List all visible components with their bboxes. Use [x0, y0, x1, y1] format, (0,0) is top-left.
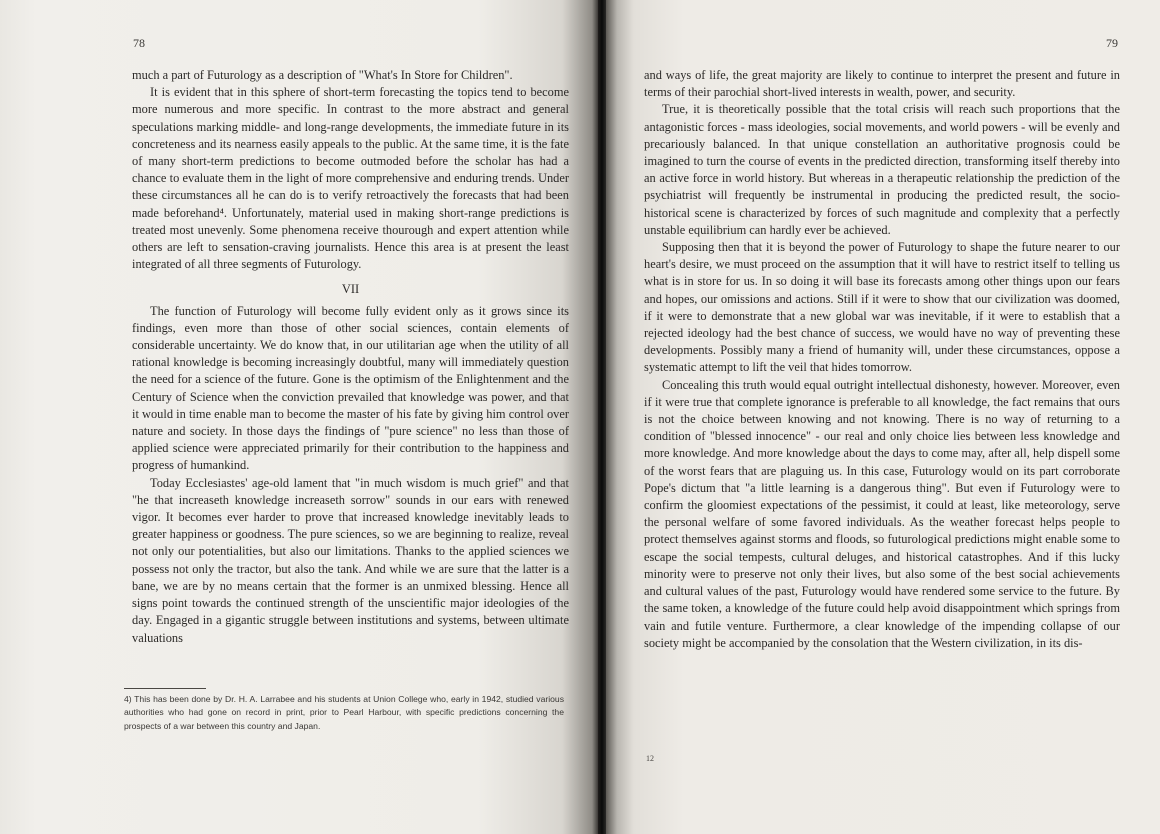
book-gutter: [598, 0, 606, 834]
paragraph: much a part of Futurology as a description of "What's In Store for Children".: [132, 68, 513, 82]
paragraph: Today Ecclesiastes' age-old lament that "in much wisdom is much grief" and that "he that increaseth knowledge increaseth sorrow" sounds in our ears with renewed vigor. It becomes ever harder to prove that increased knowledge inevitably leads to greater happiness or goodness. The pure sciences, so we are beginning to realize, reveal not only our potentialities, but also our limitations. Thanks to the applied sciences we possess not only the tractor, but also the tank. And while we are sure that the latter is a bane, we are by no means certain that the former is an unmixed blessing. Hence all signs point towards the continued strength of the unscientific major ideologies of the day. Engaged in a gigantic struggle between institutions and systems, between ultimate valuations: [132, 475, 569, 645]
page-number-left: 78: [133, 36, 145, 50]
paragraph: Supposing then that it is beyond the power of Futurology to shape the future nearer to our heart's desire, we must proceed on the assumption that it will have to restrict itself to telling us what is in store for us. In so doing it will base its forecasts among other things upon our fears and hopes, our omissions and actions. Still if it were to show that our civilization was doomed, if it were to demonstrate that a new global war was inevitable, if it were to establish that a rejected ideology had the best chance of success, we would have no way of preventing these developments. Possibly many a friend of humanity will, under these circumstances, oppose a systematic attempt to lift the veil that hides tomorrow.: [644, 240, 1120, 375]
signature-mark: 12: [646, 754, 654, 763]
paragraph: and ways of life, the great majority are likely to continue to interpret the present and future in terms of their parochial short-lived interests in wealth, power, and security.: [644, 68, 1120, 100]
page-number-right: 79: [1106, 36, 1118, 50]
right-page-body: [644, 67, 1120, 652]
paragraph: The function of Futurology will become fully evident only as it grows since its findings, even more than those of other social sciences, contain elements of considerable uncertainty. We do know that, in our utilitarian age when the utility of all rational knowledge is becoming increasingly doubtful, many will immediately question the need for a science of the future. Gone is the optimism of the Enlightenment and the Century of Science when the conviction prevailed that knowledge was power, and that it would in time enable man to become the master of his fate by giving him control over nature and society. In those days the findings of "pure science" no less than those of applied science were appreciated primarily for their contribution to the happiness and progress of humankind.: [132, 303, 569, 473]
footnote: 4) This has been done by Dr. H. A. Larrabee and his students at Union College who, early in 1942, studied various authorities who had gone on record in print, prior to Pearl Harbour, with specific predictions concerning the prospects of a war between this country and Japan.: [124, 694, 564, 731]
paragraph: It is evident that in this sphere of short-term forecasting the topics tend to become more numerous and more specific. In contrast to the more abstract and general speculations marking middle- and long-range developments, the immediate future in its concreteness and its nearness easily appeals to the public. At the same time, it is the fate of many short-term predictions to become outmoded before the scholar has had a chance to evaluate them in the light of more comprehensive and enduring trends. Under these circumstances all he can do is to verify retroactively the forecasts that had been made beforehand⁴. Unfortunately, material used in making short-range predictions is treated most unevenly. Some phenomena receive thourough and expert attention while others are left to sensation-craving journalists. Hence this area is at present the least integrated of all three segments of Futurology.: [132, 85, 569, 272]
paragraph: Concealing this truth would equal outright intellectual dishonesty, however. Moreover, even if it were true that complete ignorance is preferable to all knowledge, the fact remains that ours is not the choice between knowing and not knowing. There is no way of returning to a condition of "blessed innocence" - our real and only choice lies between less knowledge and more knowledge. And more knowledge about the days to come may, after all, help dispell some of the worst fears that are plaguing us. In this case, Futurology would on its part corroborate Pope's dictum that "a little learning is a dangerous thing". But even if Futurology were to confirm the gloomiest expectations of the pessimist, it could at least, like meteorology, serve the personal welfare of some favored individuals. As the weather forecast helps people to protect themselves against storms and floods, so futurological predictions might enable some to escape the social tempests, cultural deluges, and historical catastrophes. And if this lucky minority were to preserve not only their lives, but also some of the best social achievements and cultural values of the past, Futurology would have rendered some service to the future. By the same token, a knowledge of the future could help avoid disappointment which springs from vain and futile venture. Furthermore, a clear knowledge of the impending collapse of our society might be accompanied by the consolation that the Western civilization, in its dis-: [644, 377, 1120, 650]
right-page: [606, 0, 1160, 834]
footnote-rule: [124, 688, 206, 689]
paragraph: True, it is theoretically possible that the total crisis will reach such proportions that the antagonistic forces - mass ideologies, social movements, and world powers - will be evenly and precariously balanced. In that unique constellation an authoritative prognosis could be imagined to turn the course of events in the predicted direction, transforming itself thereby into an active force in world history. But whereas in a therapeutic relationship the prediction of the psychiatrist will frequently be instrumental in producing the predicted result, the socio-historical scene is characterized by forces of such magnitude and complexity that a perfectly unstable equilibrium can hardly ever be achieved.: [644, 102, 1120, 237]
left-page-body: [132, 67, 569, 647]
section-heading: VII: [341, 282, 360, 297]
